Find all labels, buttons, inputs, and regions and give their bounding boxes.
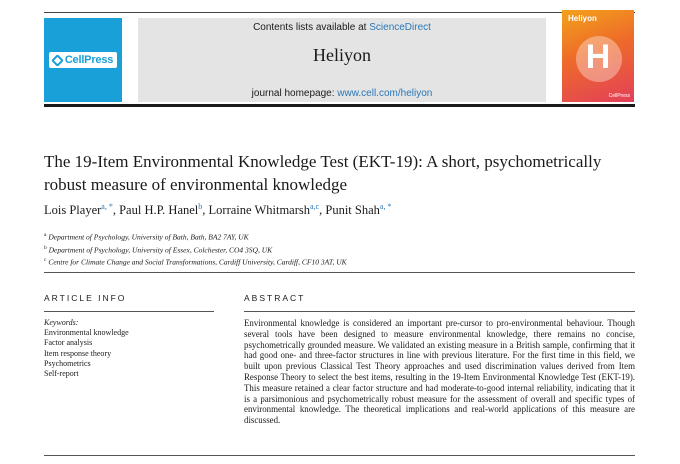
keyword-item: Factor analysis — [44, 338, 93, 348]
affiliation-mark: b — [44, 244, 47, 251]
contents-line — [138, 22, 546, 33]
section-rule — [44, 272, 635, 273]
journal-cover-image[interactable] — [562, 10, 634, 102]
paper-title: The 19-Item Environmental Knowledge Test (EKT-19): A short, psychometrically robust measure of environmental knowledge — [44, 152, 602, 194]
journal-masthead — [138, 18, 546, 102]
affiliation-item — [44, 230, 347, 243]
affiliations — [44, 230, 347, 268]
homepage-line — [138, 88, 546, 99]
affiliation-mark: a — [44, 232, 47, 238]
cellpress-logo — [49, 52, 117, 68]
abstract-text: Environmental knowledge is considered an important pre-cursor to pro-environmental behaviour. Though several tools have been designed to measure environmental knowledge, there remains no concise, psychometrically grounded measure. We validated an existing measure in a British sample, confirming that it had good one- and three-factor structures in line with previous literature. For the first time in this field, we built upon previous Classical Test Theory approaches and used discrimination values derived from Item Response Theory to select the best items, resulting in the 19-Item Environmental Knowledge Test (EKT-19). This measure retained a clear factor structure and had moderate-to-good internal reliability, indicating that it is a parsimonious and psychometrically robust measure for the assessment of overall and specific types of environmental knowledge. The theoretical implications and real-world applications of this measure are discussed. — [244, 318, 635, 426]
cover-letter: H — [585, 38, 611, 76]
keyword-item: Item response theory — [44, 348, 112, 358]
keyword-item: Self-report — [44, 369, 79, 379]
author-affiliation-mark[interactable]: b — [198, 202, 203, 211]
author-name[interactable]: Paul H.P. Hanel — [119, 203, 199, 217]
cellpress-logo-text: CellPress — [64, 54, 114, 66]
masthead-rule — [44, 104, 635, 107]
publisher-logo[interactable] — [44, 18, 122, 102]
affiliation-item — [44, 243, 347, 256]
affiliation-text: Centre for Climate Change and Social Transformations, Cardiff University, Cardiff, CF10 3AT, UK — [48, 257, 347, 267]
journal-title: Heliyon — [313, 45, 371, 65]
keyword-item: Psychometrics — [44, 358, 91, 368]
keyword-item: Environmental knowledge — [44, 328, 129, 338]
keywords-label: Keywords: — [44, 318, 79, 327]
cover-footer: CellPress — [608, 93, 630, 99]
top-rule — [44, 12, 635, 13]
bottom-rule — [44, 455, 635, 456]
keywords-block — [44, 318, 129, 379]
article-info-heading: ARTICLE INFO — [44, 293, 127, 303]
author-affiliation-mark[interactable]: a, * — [101, 202, 113, 211]
affiliation-text: Department of Psychology, University of Essex, Colchester, CO4 3SQ, UK — [48, 245, 273, 254]
sciencedirect-link[interactable]: ScienceDirect — [369, 22, 431, 33]
author-name[interactable]: Lorraine Whitmarsh — [208, 203, 311, 217]
cellpress-mark-icon — [51, 54, 64, 67]
author-list: Lois Player$^{a, *}$, Paul H.P. Hanel$^b$, Lorraine Whitmarsh$^{a,c}$, Punit Shah$^{a, *}$ — [44, 202, 392, 217]
homepage-prefix: journal homepage: — [251, 88, 338, 99]
cover-title: Heliyon — [568, 14, 597, 23]
abstract-rule — [244, 311, 635, 312]
author-affiliation-mark[interactable]: a, * — [379, 202, 392, 211]
journal-homepage-link[interactable]: www.cell.com/heliyon — [337, 88, 433, 99]
affiliation-item — [44, 255, 347, 268]
author-name[interactable]: Lois Player — [44, 203, 102, 217]
abstract-heading: ABSTRACT — [244, 293, 306, 303]
article-info-rule — [44, 311, 214, 312]
author-affiliation-mark[interactable]: a,c — [310, 202, 320, 211]
affiliation-mark: c — [44, 257, 47, 263]
contents-prefix: Contents lists available at — [253, 22, 370, 33]
author-name[interactable]: Punit Shah — [325, 203, 380, 217]
affiliation-text: Department of Psychology, University of Bath, Bath, BA2 7AY, UK — [48, 232, 249, 242]
